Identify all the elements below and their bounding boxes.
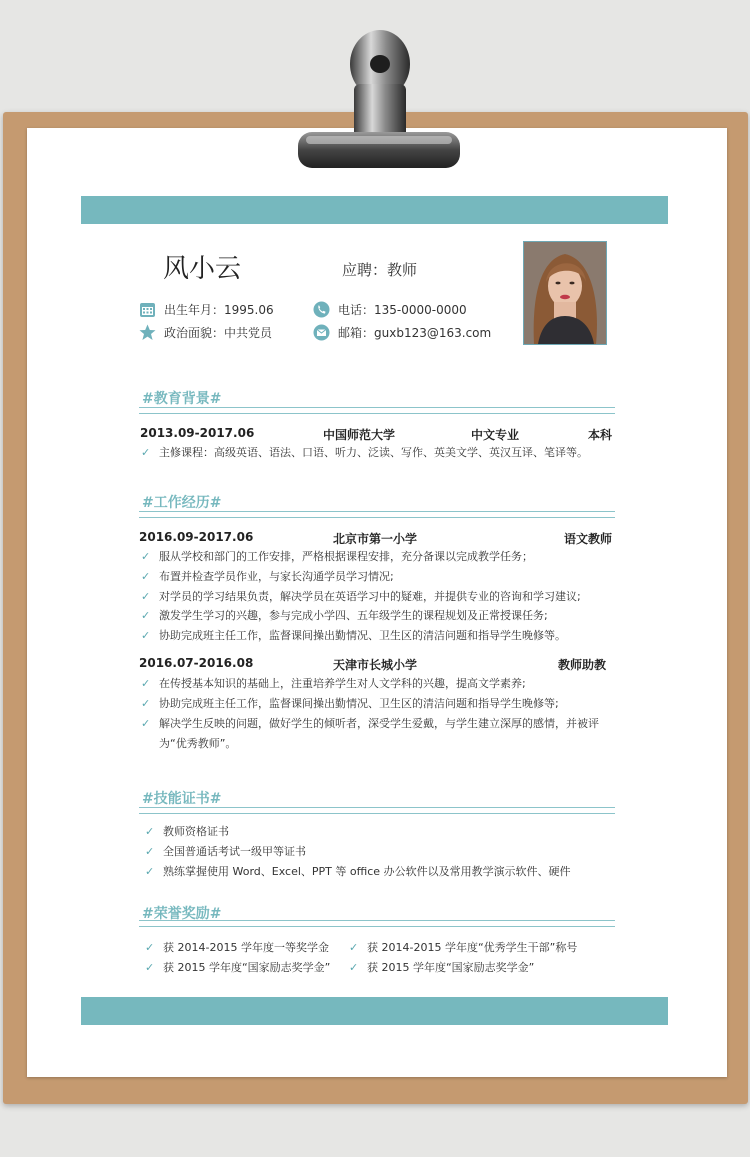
phone-info bbox=[313, 301, 467, 318]
politics-text: 政治面貌：中共党员 bbox=[164, 326, 273, 340]
phone-text: 电话：135-0000-0000 bbox=[338, 303, 467, 317]
star-icon bbox=[139, 324, 156, 341]
list-item: ✓ 获 2014-2015 学年度一等奖学金 bbox=[143, 938, 329, 958]
binder-clip-icon bbox=[296, 24, 464, 170]
list-item: ✓ 全国普通话考试一级甲等证书 bbox=[143, 842, 306, 862]
job-row bbox=[139, 530, 612, 546]
applied-position: 应聘：教师 bbox=[342, 261, 418, 279]
education-degree: 本科 bbox=[587, 428, 612, 442]
list-item: ✓ 激发学生学习的兴趣，参与完成小学四、五年级学生的课程规划及正常授课任务; bbox=[139, 606, 548, 626]
list-item: ✓ 对学员的学习结果负责，解决学员在英语学习中的疑难，并提供专业的咨询和学习建议; bbox=[139, 587, 581, 607]
list-item: ✓ 在传授基本知识的基础上，注重培养学生对人文学科的兴趣，提高文学素养; bbox=[139, 674, 526, 694]
education-period: 2013.09-2017.06 bbox=[140, 426, 255, 440]
birth-info bbox=[139, 301, 274, 318]
education-school: 中国师范大学 bbox=[323, 428, 396, 442]
calendar-icon bbox=[139, 301, 156, 318]
list-item: ✓ 获 2015 学年度“国家励志奖学金” bbox=[347, 958, 534, 978]
list-item: ✓ 服从学校和部门的工作安排，严格根据课程安排，充分备课以完成教学任务； bbox=[139, 547, 533, 567]
list-item: ✓ 协助完成班主任工作，监督课间操出勤情况、卫生区的清洁问题和指导学生晚修等。 bbox=[139, 626, 566, 646]
work-divider bbox=[139, 511, 615, 518]
job-role: 教师助教 bbox=[557, 658, 606, 672]
footer-band bbox=[81, 997, 668, 1025]
list-item: ✓ 获 2014-2015 学年度“优秀学生干部”称号 bbox=[347, 938, 577, 958]
list-item: ✓ 协助完成班主任工作，监督课间操出勤情况、卫生区的清洁问题和指导学生晚修等; bbox=[139, 694, 559, 714]
skills-title: #技能证书# bbox=[142, 791, 222, 807]
list-item: ✓ 主修课程：高级英语、语法、口语、听力、泛读、写作、英美文学、英汉互译、笔译等。 bbox=[139, 443, 588, 463]
email-text: 邮箱：guxb123@163.com bbox=[338, 326, 492, 340]
list-item: ✓ 解决学生反映的问题，做好学生的倾听者，深受学生爱戴，与学生建立深厚的感情，并被评为“优秀教师”。 bbox=[139, 714, 621, 754]
profile-photo bbox=[523, 241, 607, 345]
email-info bbox=[313, 324, 491, 341]
list-item: ✓ 教师资格证书 bbox=[143, 822, 229, 842]
work-title: #工作经历# bbox=[142, 495, 222, 511]
job-org: 天津市长城小学 bbox=[333, 658, 418, 672]
list-item: ✓ 布置并检查学员作业，与家长沟通学员学习情况; bbox=[139, 567, 394, 587]
birth-text: 出生年月：1995.06 bbox=[164, 303, 274, 317]
education-major: 中文专业 bbox=[471, 428, 520, 442]
mail-icon bbox=[313, 324, 330, 341]
job-role: 语文教师 bbox=[563, 532, 612, 546]
education-title: #教育背景# bbox=[142, 391, 222, 407]
job-org: 北京市第一小学 bbox=[333, 532, 418, 546]
list-item: ✓ 熟练掌握使用 Word、Excel、PPT 等 office 办公软件以及常用教学演示软件、硬件 bbox=[143, 862, 571, 882]
phone-icon bbox=[313, 301, 330, 318]
job-period: 2016.09-2017.06 bbox=[139, 530, 254, 544]
job-row bbox=[139, 656, 612, 672]
honors-divider bbox=[139, 920, 615, 927]
politics-info bbox=[139, 324, 272, 341]
candidate-name: 风小云 bbox=[163, 254, 242, 284]
honors-title: #荣誉奖励# bbox=[142, 906, 222, 922]
header-band bbox=[81, 196, 668, 224]
job-period: 2016.07-2016.08 bbox=[139, 656, 254, 670]
education-row bbox=[139, 426, 612, 442]
education-divider bbox=[139, 407, 615, 414]
skills-divider bbox=[139, 807, 615, 814]
list-item: ✓ 获 2015 学年度“国家励志奖学金” bbox=[143, 958, 330, 978]
